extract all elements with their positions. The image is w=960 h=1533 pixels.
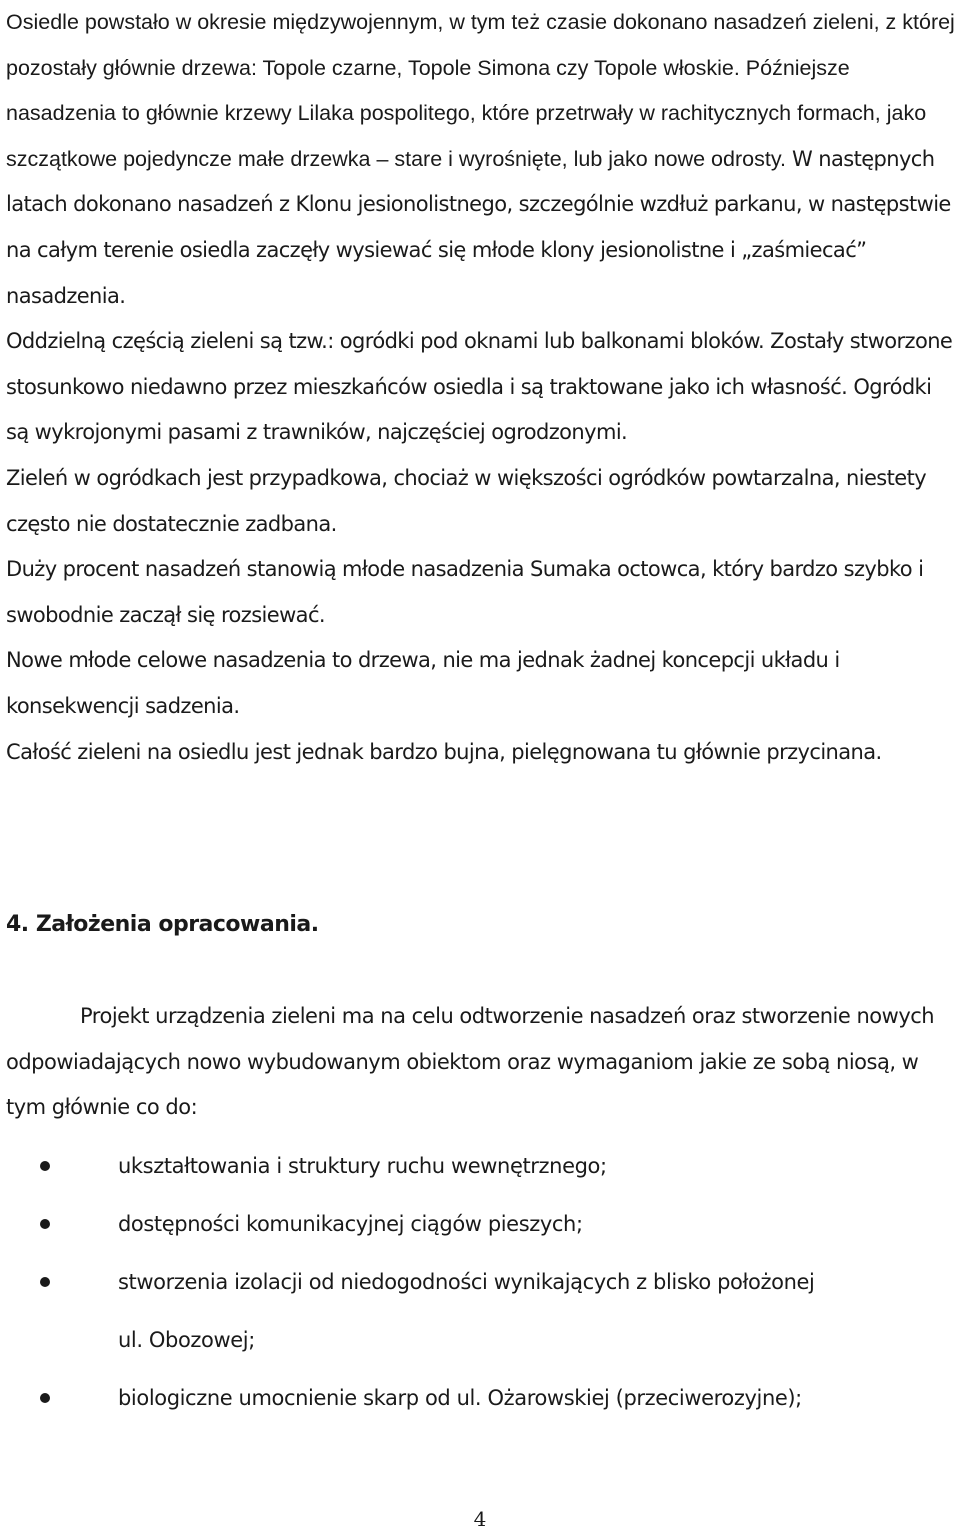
paragraph-summary: Całość zieleni na osiedlu jest jednak bardzo bujna, pielęgnowana tu głównie przycinana. <box>6 739 882 764</box>
list-item <box>0 1202 960 1260</box>
goals-list <box>0 1144 960 1434</box>
paragraph-history-part-a: Osiedle powstało w okresie międzywojennym, w tym też czasie dokonano nasadzeń zieleni, z której pozostały głównie drzewa: Topole czarne, Topole Simona czy Topole włoskie. Późniejsze nasadzenia to głównie krzewy Lilaka pospolitego, które przetrwały w rachitycznych formach, jako szczątkowe pojedyncze małe drzewka – stare i wyrośnięte, lub jako nowe odrosty. <box>6 10 955 171</box>
body-text <box>6 0 956 775</box>
list-item <box>0 1260 960 1376</box>
list-item-continuation: ul. Obozowej; <box>118 1328 255 1352</box>
bullet-icon <box>40 1393 50 1403</box>
section-heading: 4. Założenia opracowania. <box>6 912 319 937</box>
list-item <box>0 1144 960 1202</box>
bullet-icon <box>40 1219 50 1229</box>
bullet-icon <box>40 1277 50 1287</box>
paragraph-new-plantings: Nowe młode celowe nasadzenia to drzewa, nie ma jednak żadnej koncepcji układu i konsekwencji sadzenia. <box>6 648 840 718</box>
list-item-text: stworzenia izolacji od niedogodności wynikających z blisko położonej <box>118 1270 815 1294</box>
intro-paragraph: Projekt urządzenia zieleni ma na celu odtworzenie nasadzeń oraz stworzenie nowych odpowiadających nowo wybudowanym obiektom oraz wymaganiom jakie ze sobą niosą, w tym głównie co do: <box>6 1004 935 1120</box>
list-item <box>0 1376 960 1434</box>
bullet-icon <box>40 1161 50 1171</box>
list-item-text: biologiczne umocnienie skarp od ul. Ożarowskiej (przeciwerozyjne); <box>118 1386 802 1410</box>
list-item-text: ukształtowania i struktury ruchu wewnętrznego; <box>118 1154 607 1178</box>
paragraph-garden-greenery: Zieleń w ogródkach jest przypadkowa, chociaż w większości ogródków powtarzalna, niestety często nie dostatecznie zadbana. <box>6 465 927 536</box>
list-item-text: dostępności komunikacyjnej ciągów pieszych; <box>118 1212 583 1236</box>
page-number: 4 <box>473 1507 487 1531</box>
paragraph-history-part-b: W następnych latach dokonano nasadzeń z Klonu jesionolistnego, szczególnie wzdłuż parkanu, w następstwie na całym terenie osiedla zaczęły wysiewać się młode klony jesionolistne i „zaśmiecać” nasadzenia. <box>6 146 951 308</box>
paragraph-sumac: Duży procent nasadzeń stanowią młode nasadzenia Sumaka octowca, który bardzo szybko i swobodnie zaczął się rozsiewać. <box>6 557 924 627</box>
paragraph-history <box>6 0 956 319</box>
paragraph-gardens: Oddzielną częścią zieleni są tzw.: ogródki pod oknami lub balkonami bloków. Zostały stworzone stosunkowo niedawno przez mieszkańców osiedla i są traktowane jako ich własność. Ogródki są wykrojonymi pasami z trawników, najczęściej ogrodzonymi. <box>6 329 953 445</box>
